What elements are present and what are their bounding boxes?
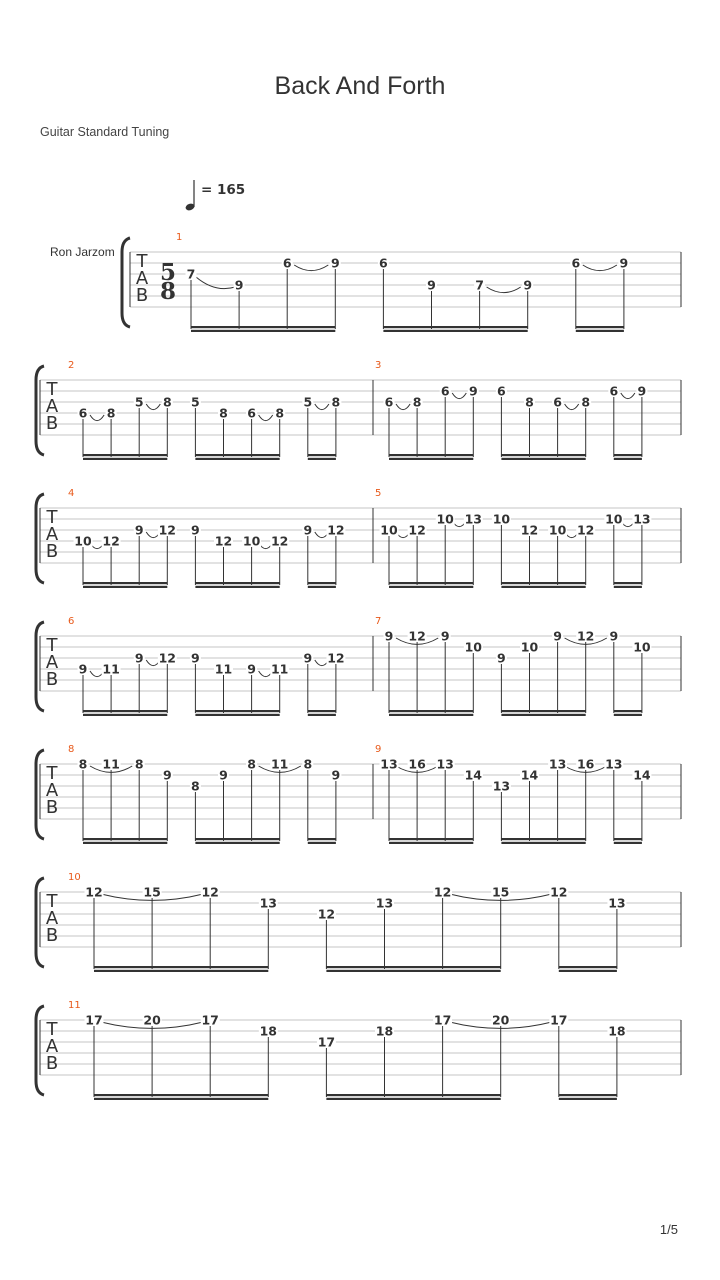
beam-primary	[191, 326, 335, 328]
fret-number: 20	[491, 1012, 510, 1028]
score-title: Back And Forth	[274, 72, 446, 100]
tab-clef-letter: T	[46, 507, 58, 528]
fret-number: 9	[247, 661, 256, 677]
beam-primary	[195, 454, 279, 456]
fret-number: 8	[191, 778, 200, 794]
measure-number: 9	[375, 744, 382, 755]
fret-number: 10	[436, 511, 454, 527]
beam-secondary	[94, 970, 268, 972]
fret-number: 18	[375, 1023, 394, 1039]
fret-number: 12	[433, 884, 452, 900]
beam-secondary	[83, 714, 167, 716]
fret-number: 11	[270, 756, 289, 772]
tab-clef-letter: A	[45, 1036, 59, 1057]
beam-secondary	[559, 970, 617, 972]
beam-primary	[389, 710, 473, 712]
tab-clef-letter: B	[45, 1053, 59, 1074]
tab-clef-letter: A	[45, 396, 59, 417]
measure-number: 8	[68, 744, 75, 755]
fret-number: 9	[619, 255, 629, 271]
slur-arc	[90, 415, 104, 421]
fret-number: 12	[576, 522, 595, 538]
tab-clef-letter: A	[135, 268, 149, 289]
beam-secondary	[94, 1098, 268, 1100]
fret-number: 17	[550, 1012, 568, 1028]
tab-clef-letter: T	[46, 763, 58, 784]
beam-primary	[308, 710, 336, 712]
measure-number: 3	[375, 360, 382, 371]
fret-number: 12	[270, 533, 289, 549]
fret-number: 13	[380, 756, 398, 772]
fret-number: 18	[259, 1023, 278, 1039]
beam-secondary	[501, 458, 585, 460]
fret-number: 14	[520, 767, 539, 783]
fret-number: 11	[270, 661, 289, 677]
fret-number: 9	[523, 277, 533, 293]
slur-arc	[621, 393, 635, 399]
beam-primary	[83, 838, 167, 840]
tab-clef-letter: B	[45, 413, 59, 434]
fret-number: 17	[201, 1012, 219, 1028]
beam-secondary	[389, 842, 473, 844]
measure-number: 1	[176, 232, 183, 243]
beam-secondary	[389, 458, 473, 460]
fret-number: 8	[303, 756, 313, 772]
fret-number: 12	[520, 522, 539, 538]
beam-primary	[195, 582, 279, 584]
measure-number: 11	[68, 1000, 81, 1011]
fret-number: 6	[78, 405, 88, 421]
fret-number: 13	[548, 756, 567, 772]
fret-number: 20	[143, 1012, 161, 1028]
fret-number: 10	[464, 639, 483, 655]
tab-clef-letter: A	[45, 780, 59, 801]
fret-number: 14	[464, 767, 483, 783]
slur-arc	[196, 277, 235, 289]
beam-primary	[326, 1094, 500, 1096]
fret-number: 6	[384, 394, 394, 410]
fret-number: 17	[317, 1034, 336, 1050]
beam-primary	[383, 326, 527, 328]
fret-number: 9	[637, 383, 647, 399]
fret-number: 8	[134, 756, 144, 772]
beam-secondary	[195, 714, 279, 716]
beam-primary	[389, 838, 473, 840]
fret-number: 8	[331, 394, 341, 410]
fret-number: 12	[408, 522, 426, 538]
fret-number: 12	[550, 884, 568, 900]
fret-number: 5	[303, 394, 313, 410]
fret-number: 12	[327, 522, 345, 538]
fret-number: 6	[379, 255, 388, 271]
fret-number: 5	[191, 394, 200, 410]
fret-number: 13	[259, 895, 278, 911]
fret-number: 7	[475, 277, 484, 293]
beam-primary	[94, 1094, 268, 1096]
beam-secondary	[83, 842, 167, 844]
fret-number: 9	[134, 650, 144, 666]
fret-number: 12	[85, 884, 103, 900]
beam-primary	[308, 838, 336, 840]
beam-primary	[501, 838, 585, 840]
beam-secondary	[614, 586, 642, 588]
beam-secondary	[83, 458, 167, 460]
fret-number: 12	[201, 884, 219, 900]
beam-secondary	[559, 1098, 617, 1100]
fret-number: 9	[331, 767, 341, 783]
fret-number: 9	[427, 277, 436, 293]
slur-arc	[259, 415, 273, 421]
fret-number: 9	[191, 522, 200, 538]
fret-number: 12	[158, 522, 177, 538]
fret-number: 12	[408, 628, 426, 644]
beam-secondary	[614, 842, 642, 844]
beam-primary	[389, 582, 473, 584]
fret-number: 9	[330, 255, 340, 271]
fret-number: 10	[633, 639, 651, 655]
beam-secondary	[576, 330, 624, 332]
fret-number: 10	[605, 511, 623, 527]
fret-number: 9	[468, 383, 478, 399]
beam-secondary	[308, 458, 336, 460]
fret-number: 12	[158, 650, 177, 666]
beam-secondary	[326, 970, 500, 972]
slur-arc	[396, 404, 410, 410]
tempo-value: = 165	[201, 182, 246, 198]
fret-number: 9	[78, 661, 88, 677]
fret-number: 8	[162, 394, 172, 410]
fret-number: 8	[412, 394, 422, 410]
beam-primary	[83, 454, 167, 456]
measure-number: 7	[375, 616, 382, 627]
fret-number: 9	[303, 522, 313, 538]
beam-secondary	[501, 586, 585, 588]
system-bracket	[122, 238, 130, 327]
fret-number: 15	[491, 884, 510, 900]
fret-number: 11	[102, 661, 120, 677]
beam-secondary	[308, 714, 336, 716]
beam-secondary	[614, 714, 642, 716]
fret-number: 10	[380, 522, 398, 538]
beam-primary	[614, 838, 642, 840]
beam-primary	[326, 966, 500, 968]
fret-number: 6	[247, 405, 256, 421]
beam-primary	[501, 582, 585, 584]
slur-arc	[583, 265, 617, 271]
measure-number: 5	[375, 488, 382, 499]
fret-number: 18	[608, 1023, 626, 1039]
fret-number: 7	[186, 266, 196, 282]
fret-number: 11	[102, 756, 120, 772]
tab-clef-letter: T	[46, 635, 58, 656]
beam-secondary	[83, 586, 167, 588]
beam-primary	[308, 582, 336, 584]
beam-secondary	[389, 586, 473, 588]
tab-clef-letter: T	[46, 891, 58, 912]
fret-number: 8	[106, 405, 116, 421]
beam-secondary	[614, 458, 642, 460]
beam-secondary	[195, 842, 279, 844]
tab-clef-letter: A	[45, 652, 59, 673]
fret-number: 16	[576, 756, 595, 772]
fret-number: 13	[633, 511, 651, 527]
measure-number: 2	[68, 360, 75, 371]
fret-number: 9	[234, 277, 244, 293]
fret-number: 9	[303, 650, 313, 666]
beam-secondary	[501, 714, 585, 716]
beam-primary	[614, 582, 642, 584]
fret-number: 8	[78, 756, 88, 772]
fret-number: 10	[548, 522, 567, 538]
tab-clef-letter: B	[45, 669, 59, 690]
fret-number: 17	[433, 1012, 452, 1028]
beam-primary	[308, 454, 336, 456]
fret-number: 14	[633, 767, 651, 783]
fret-number: 10	[520, 639, 539, 655]
fret-number: 6	[282, 255, 292, 271]
measure-number: 6	[68, 616, 75, 627]
fret-number: 15	[143, 884, 161, 900]
slur-arc	[487, 287, 521, 293]
beam-secondary	[501, 842, 585, 844]
fret-number: 6	[497, 383, 506, 399]
page-number: 1/5	[659, 1222, 678, 1237]
beam-primary	[559, 1094, 617, 1096]
fret-number: 13	[375, 895, 394, 911]
track-name: Ron Jarzom	[50, 245, 115, 259]
fret-number: 13	[436, 756, 454, 772]
fret-number: 12	[102, 533, 120, 549]
fret-number: 6	[571, 255, 581, 271]
slur-arc	[452, 393, 466, 399]
beam-secondary	[383, 330, 527, 332]
beam-primary	[614, 454, 642, 456]
fret-number: 12	[327, 650, 345, 666]
tab-clef-letter: A	[45, 524, 59, 545]
tab-clef-letter: T	[136, 251, 148, 272]
tab-clef-letter: T	[46, 379, 58, 400]
beam-secondary	[308, 586, 336, 588]
beam-secondary	[326, 1098, 500, 1100]
slur-arc	[315, 404, 329, 410]
fret-number: 9	[384, 628, 394, 644]
time-signature-top: 5	[159, 259, 177, 286]
fret-number: 6	[440, 383, 450, 399]
fret-number: 12	[317, 906, 336, 922]
beam-primary	[559, 966, 617, 968]
slur-arc	[565, 404, 579, 410]
fret-number: 10	[74, 533, 92, 549]
fret-number: 8	[247, 756, 256, 772]
slur-arc	[294, 265, 328, 271]
tuning-label: Guitar Standard Tuning	[40, 125, 170, 139]
beam-secondary	[191, 330, 335, 332]
fret-number: 10	[492, 511, 511, 527]
fret-number: 12	[214, 533, 233, 549]
fret-number: 8	[219, 405, 228, 421]
fret-number: 9	[440, 628, 450, 644]
fret-number: 5	[134, 394, 144, 410]
fret-number: 16	[408, 756, 426, 772]
fret-number: 17	[85, 1012, 103, 1028]
fret-number: 8	[581, 394, 591, 410]
tab-clef-letter: A	[45, 908, 59, 929]
measure-number: 10	[68, 872, 81, 883]
tab-clef-letter: B	[135, 285, 149, 306]
beam-secondary	[389, 714, 473, 716]
fret-number: 8	[525, 394, 534, 410]
fret-number: 11	[214, 661, 233, 677]
fret-number: 13	[608, 895, 626, 911]
beam-primary	[83, 710, 167, 712]
tab-clef-letter: B	[45, 925, 59, 946]
beam-primary	[501, 710, 585, 712]
beam-secondary	[308, 842, 336, 844]
fret-number: 13	[492, 778, 511, 794]
beam-secondary	[195, 458, 279, 460]
fret-number: 10	[242, 533, 261, 549]
beam-primary	[94, 966, 268, 968]
fret-number: 13	[464, 511, 483, 527]
fret-number: 9	[134, 522, 144, 538]
tab-clef-letter: T	[46, 1019, 58, 1040]
fret-number: 9	[219, 767, 228, 783]
beam-primary	[389, 454, 473, 456]
fret-number: 6	[553, 394, 562, 410]
tab-clef-letter: B	[45, 541, 59, 562]
fret-number: 9	[191, 650, 200, 666]
fret-number: 9	[497, 650, 506, 666]
fret-number: 12	[576, 628, 595, 644]
beam-primary	[501, 454, 585, 456]
measure-number: 4	[68, 488, 75, 499]
tab-clef-letter: B	[45, 797, 59, 818]
beam-primary	[195, 838, 279, 840]
fret-number: 6	[609, 383, 619, 399]
beam-primary	[614, 710, 642, 712]
beam-primary	[576, 326, 624, 328]
fret-number: 13	[605, 756, 623, 772]
time-signature-bottom: 8	[159, 278, 177, 305]
fret-number: 9	[553, 628, 562, 644]
beam-primary	[83, 582, 167, 584]
fret-number: 9	[162, 767, 172, 783]
fret-number: 8	[275, 405, 285, 421]
fret-number: 9	[609, 628, 619, 644]
beam-secondary	[195, 586, 279, 588]
beam-primary	[195, 710, 279, 712]
slur-arc	[146, 404, 160, 410]
